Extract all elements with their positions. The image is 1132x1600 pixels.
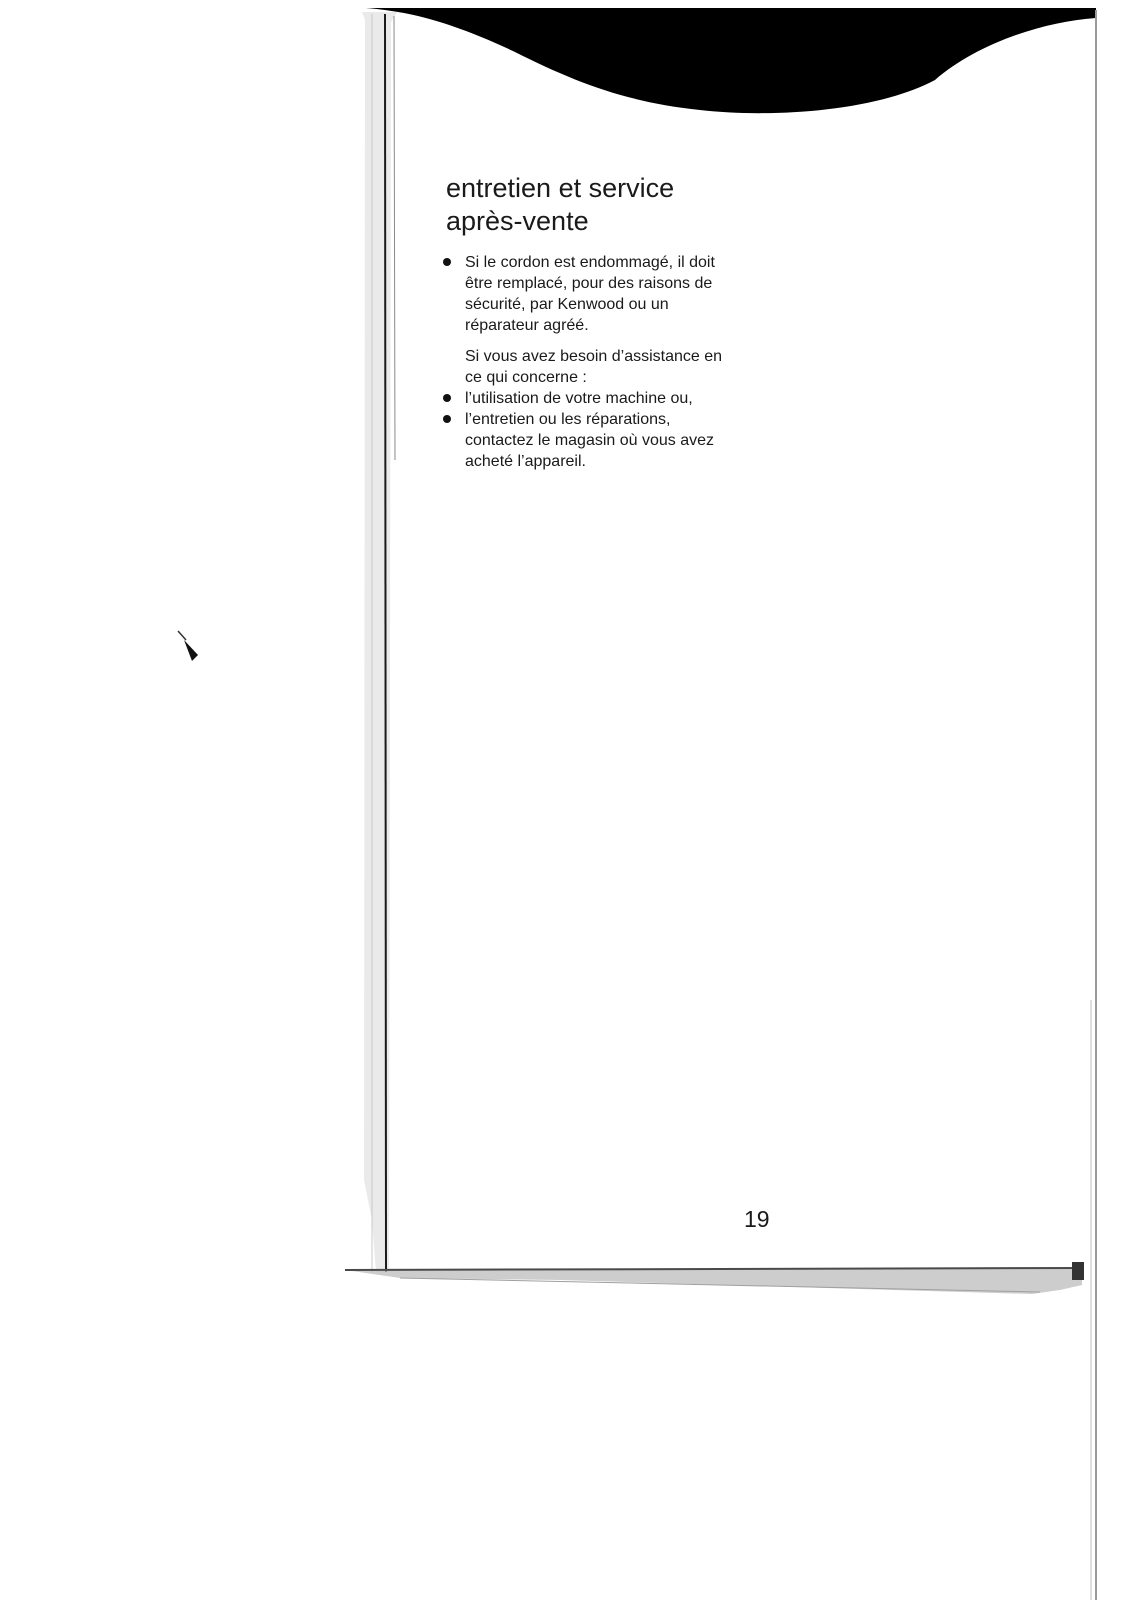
page-title [446,172,766,238]
bullet-dot [443,415,451,423]
top-wave-band [365,8,1096,113]
bullet-dot [443,394,451,402]
bullet-item-cord-replacement [442,252,762,336]
paragraph-line: ce qui concerne : [465,369,587,386]
page-body [442,252,762,472]
bullet-item-machine-use [442,388,762,409]
bullet-item-line: acheté l’appareil. [465,453,586,470]
bullet-item-maintenance-repairs [442,409,762,472]
bullet-dot [443,258,451,266]
bullet-item-line: réparateur agréé. [465,317,589,334]
page-title-line: après-vente [446,206,589,236]
page-title-line: entretien et service [446,173,675,203]
spine-line-inner [385,14,386,1272]
bullet-item-line: contactez le magasin où vous avez [465,432,715,449]
left-spine-shading [362,12,397,1272]
page-number: 19 [744,1206,770,1232]
margin-speck [178,631,186,640]
bullet-item-line: l’utilisation de votre machine ou, [465,390,693,407]
bullet-item-line: être remplacé, pour des raisons de [465,275,713,292]
assistance-paragraph [442,346,762,388]
margin-speck [184,640,198,661]
bullet-item-line: sécurité, par Kenwood ou un [465,296,669,313]
bullet-item-line: Si le cordon est endommagé, il doit [465,254,715,271]
spine-line-right [394,16,395,460]
bottom-right-dark-mark [1072,1262,1084,1280]
bullet-item-line: l’entretien ou les réparations, [465,411,671,428]
paragraph-line: Si vous avez besoin d’assistance en [465,348,723,365]
